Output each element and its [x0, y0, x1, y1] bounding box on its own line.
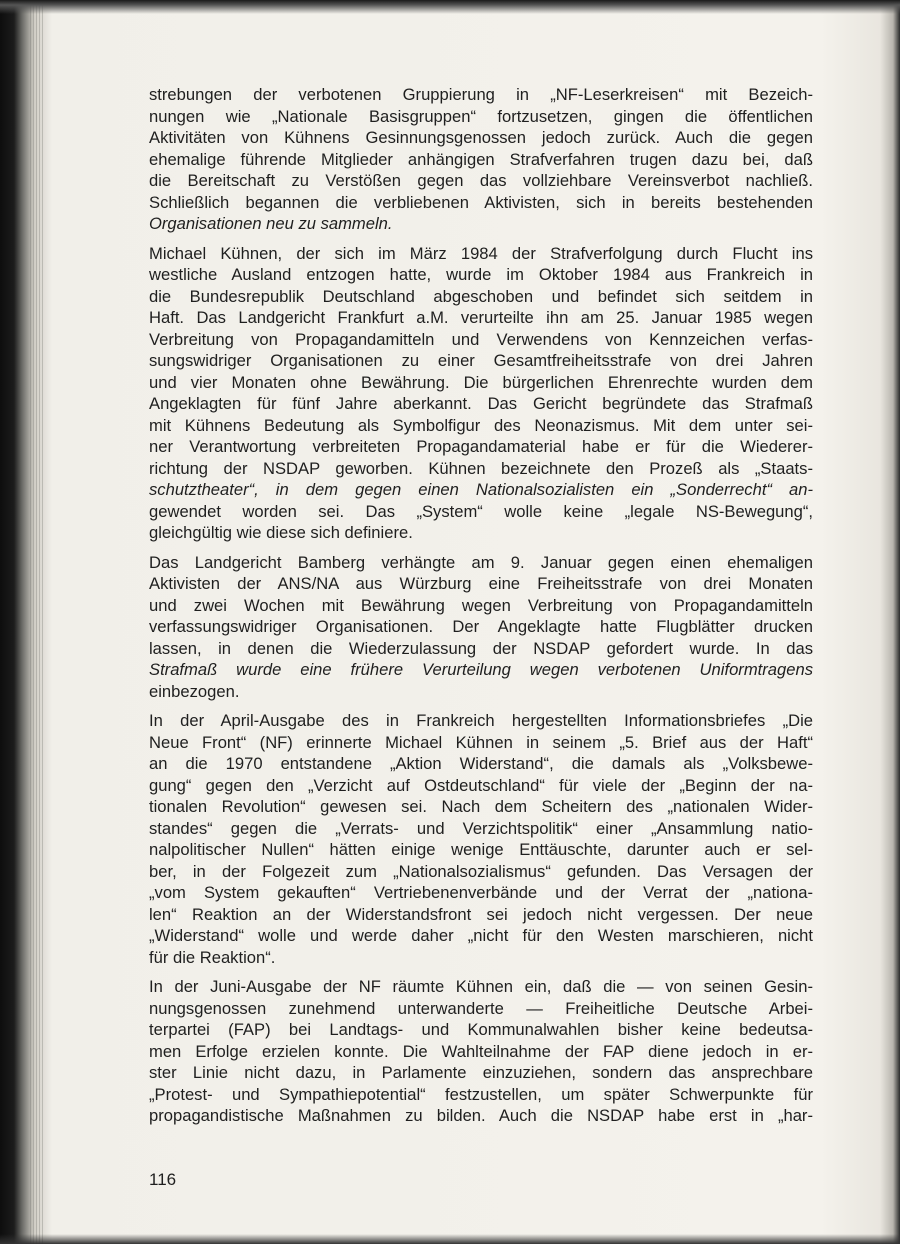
- book-spine-edge: [30, 0, 44, 1244]
- text-line: Haft. Das Landgericht Frankfurt a.M. verurteilte ihn am 25. Januar 1985 wegen: [149, 308, 813, 327]
- text-line: gewendet worden sei. Das „System“ wolle keine „legale NS-Bewegung“,: [149, 501, 813, 521]
- text-line: die Bereitschaft zu Verstößen gegen das vollziehbare Vereinsverbot nachließ.: [149, 171, 813, 190]
- text-line: „vom System gekauften“ Vertriebenenverbände und der Verrat der „nationa-: [149, 883, 813, 902]
- text-line: Aktivitäten von Kühnens Gesinnungsgenossen jedoch zurück. Auch die gegen: [149, 128, 813, 147]
- text-line: men Erfolge erzielen konnte. Die Wahlteilnahme der FAP diene jedoch in er-: [149, 1041, 813, 1061]
- text-line: westliche Ausland entzogen hatte, wurde im Oktober 1984 aus Frankreich in: [149, 265, 813, 284]
- bottom-edge-shadow: [0, 1234, 900, 1244]
- text-line-italic: Organisationen neu zu sammeln.: [149, 214, 393, 233]
- text-line: einbezogen.: [149, 681, 240, 701]
- text-line: an die 1970 entstandene „Aktion Widerstand“, die damals als „Volksbewe-: [149, 754, 813, 773]
- text-line: standes“ gegen die „Verrats- und Verzichtspolitik“ einer „Ansammlung natio-: [149, 818, 813, 838]
- text-line: mit Kühnens Bedeutung als Symbolfigur des Neonazismus. Mit dem unter sei-: [149, 415, 813, 435]
- text-line: strebungen der verbotenen Gruppierung in „NF-Leserkreisen“ mit Bezeich-: [149, 85, 813, 104]
- text-line: und vier Monaten ohne Bewährung. Die bürgerlichen Ehrenrechte wurden dem: [149, 372, 813, 392]
- text-line: ster Linie nicht dazu, in Parlamente einzuziehen, sondern das ansprechbare: [149, 1063, 813, 1082]
- text-line: nungen wie „Nationale Basisgruppen“ fortzusetzen, gingen die öffentlichen: [149, 106, 813, 126]
- text-line: gung“ gegen den „Verzicht auf Ostdeutschland“ für viele der „Beginn der na-: [149, 775, 813, 795]
- text-line: ner Verantwortung verbreiteten Propagandamaterial habe er für die Wiederer-: [149, 437, 813, 456]
- text-line: ehemalige führende Mitglieder anhängigen Strafverfahren trugen dazu bei, daß: [149, 149, 813, 169]
- text-line: Das Landgericht Bamberg verhängte am 9. Januar gegen einen ehemaligen: [149, 552, 813, 572]
- text-line: sungswidriger Organisationen zu einer Gesamtfreiheitsstrafe von drei Jahren: [149, 351, 813, 370]
- text-line: Aktivisten der ANS/NA aus Würzburg eine Freiheitsstrafe von drei Monaten: [149, 574, 813, 593]
- text-line: richtung der NSDAP geworben. Kühnen bezeichnete den Prozeß als „Staats-: [149, 458, 813, 478]
- text-line: Neue Front“ (NF) erinnerte Michael Kühnen in seinem „5. Brief aus der Haft“: [149, 732, 813, 752]
- text-line: terpartei (FAP) bei Landtags- und Kommunalwahlen bisher keine bedeutsa-: [149, 1020, 813, 1039]
- text-line: Michael Kühnen, der sich im März 1984 der Strafverfolgung durch Flucht ins: [149, 243, 813, 263]
- text-line: len“ Reaktion an der Widerstandsfront sei jedoch nicht vergessen. Der neue: [149, 904, 813, 924]
- text-line: ber, in der Folgezeit zum „Nationalsozialismus“ gefunden. Das Versagen der: [149, 861, 813, 881]
- text-line: lassen, in denen die Wiederzulassung der NSDAP gefordert wurde. In das: [149, 638, 813, 658]
- text-line-italic: Strafmaß wurde eine frühere Verurteilung wegen verbotenen Uniformtragens: [149, 660, 813, 679]
- text-line: verfassungswidriger Organisationen. Der Angeklagte hatte Flugblätter drucken: [149, 617, 813, 636]
- text-line-italic: schutztheater“, in dem gegen einen Nationalsozialisten ein „Sonderrecht“ an-: [149, 480, 813, 499]
- text-line: „Protest- und Sympathiepotential“ festzustellen, um später Schwerpunkte für: [149, 1084, 813, 1104]
- text-line: gleichgültig wie diese sich definiere.: [149, 523, 413, 542]
- text-line: Verbreitung von Propagandamitteln und Verwendens von Kennzeichen verfas-: [149, 329, 813, 349]
- text-line: In der April-Ausgabe des in Frankreich hergestellten Informationsbriefes „Die: [149, 711, 813, 730]
- page-number: 116: [149, 1170, 177, 1189]
- text-line: Angeklagten für fünf Jahre aberkannt. Das Gericht begründete das Strafmaß: [149, 394, 813, 413]
- text-line: nungsgenossen zunehmend unterwanderte — Freiheitliche Deutsche Arbei-: [149, 998, 813, 1018]
- text-line: nalpolitischer Nullen“ hätten einige wenige Enttäuschte, darunter auch er sel-: [149, 840, 813, 859]
- text-line: Schließlich begannen die verbliebenen Aktivisten, sich in bereits bestehenden: [149, 192, 813, 212]
- text-line: propagandistische Maßnahmen zu bilden. Auch die NSDAP habe erst in „har-: [149, 1106, 813, 1125]
- text-line: für die Reaktion“.: [149, 947, 276, 967]
- top-edge-shadow: [0, 0, 900, 14]
- text-line: und zwei Wochen mit Bewährung wegen Verbreitung von Propagandamitteln: [149, 595, 813, 615]
- text-line: „Widerstand“ wolle und werde daher „nicht für den Westen marschieren, nicht: [149, 926, 813, 945]
- text-line: tionalen Revolution“ gewesen sei. Nach dem Scheitern des „nationalen Wider-: [149, 797, 813, 816]
- body-text: [149, 84, 813, 1127]
- text-line: In der Juni-Ausgabe der NF räumte Kühnen ein, daß die — von seinen Gesin-: [149, 977, 813, 996]
- text-line: die Bundesrepublik Deutschland abgeschoben und befindet sich seitdem in: [149, 286, 813, 306]
